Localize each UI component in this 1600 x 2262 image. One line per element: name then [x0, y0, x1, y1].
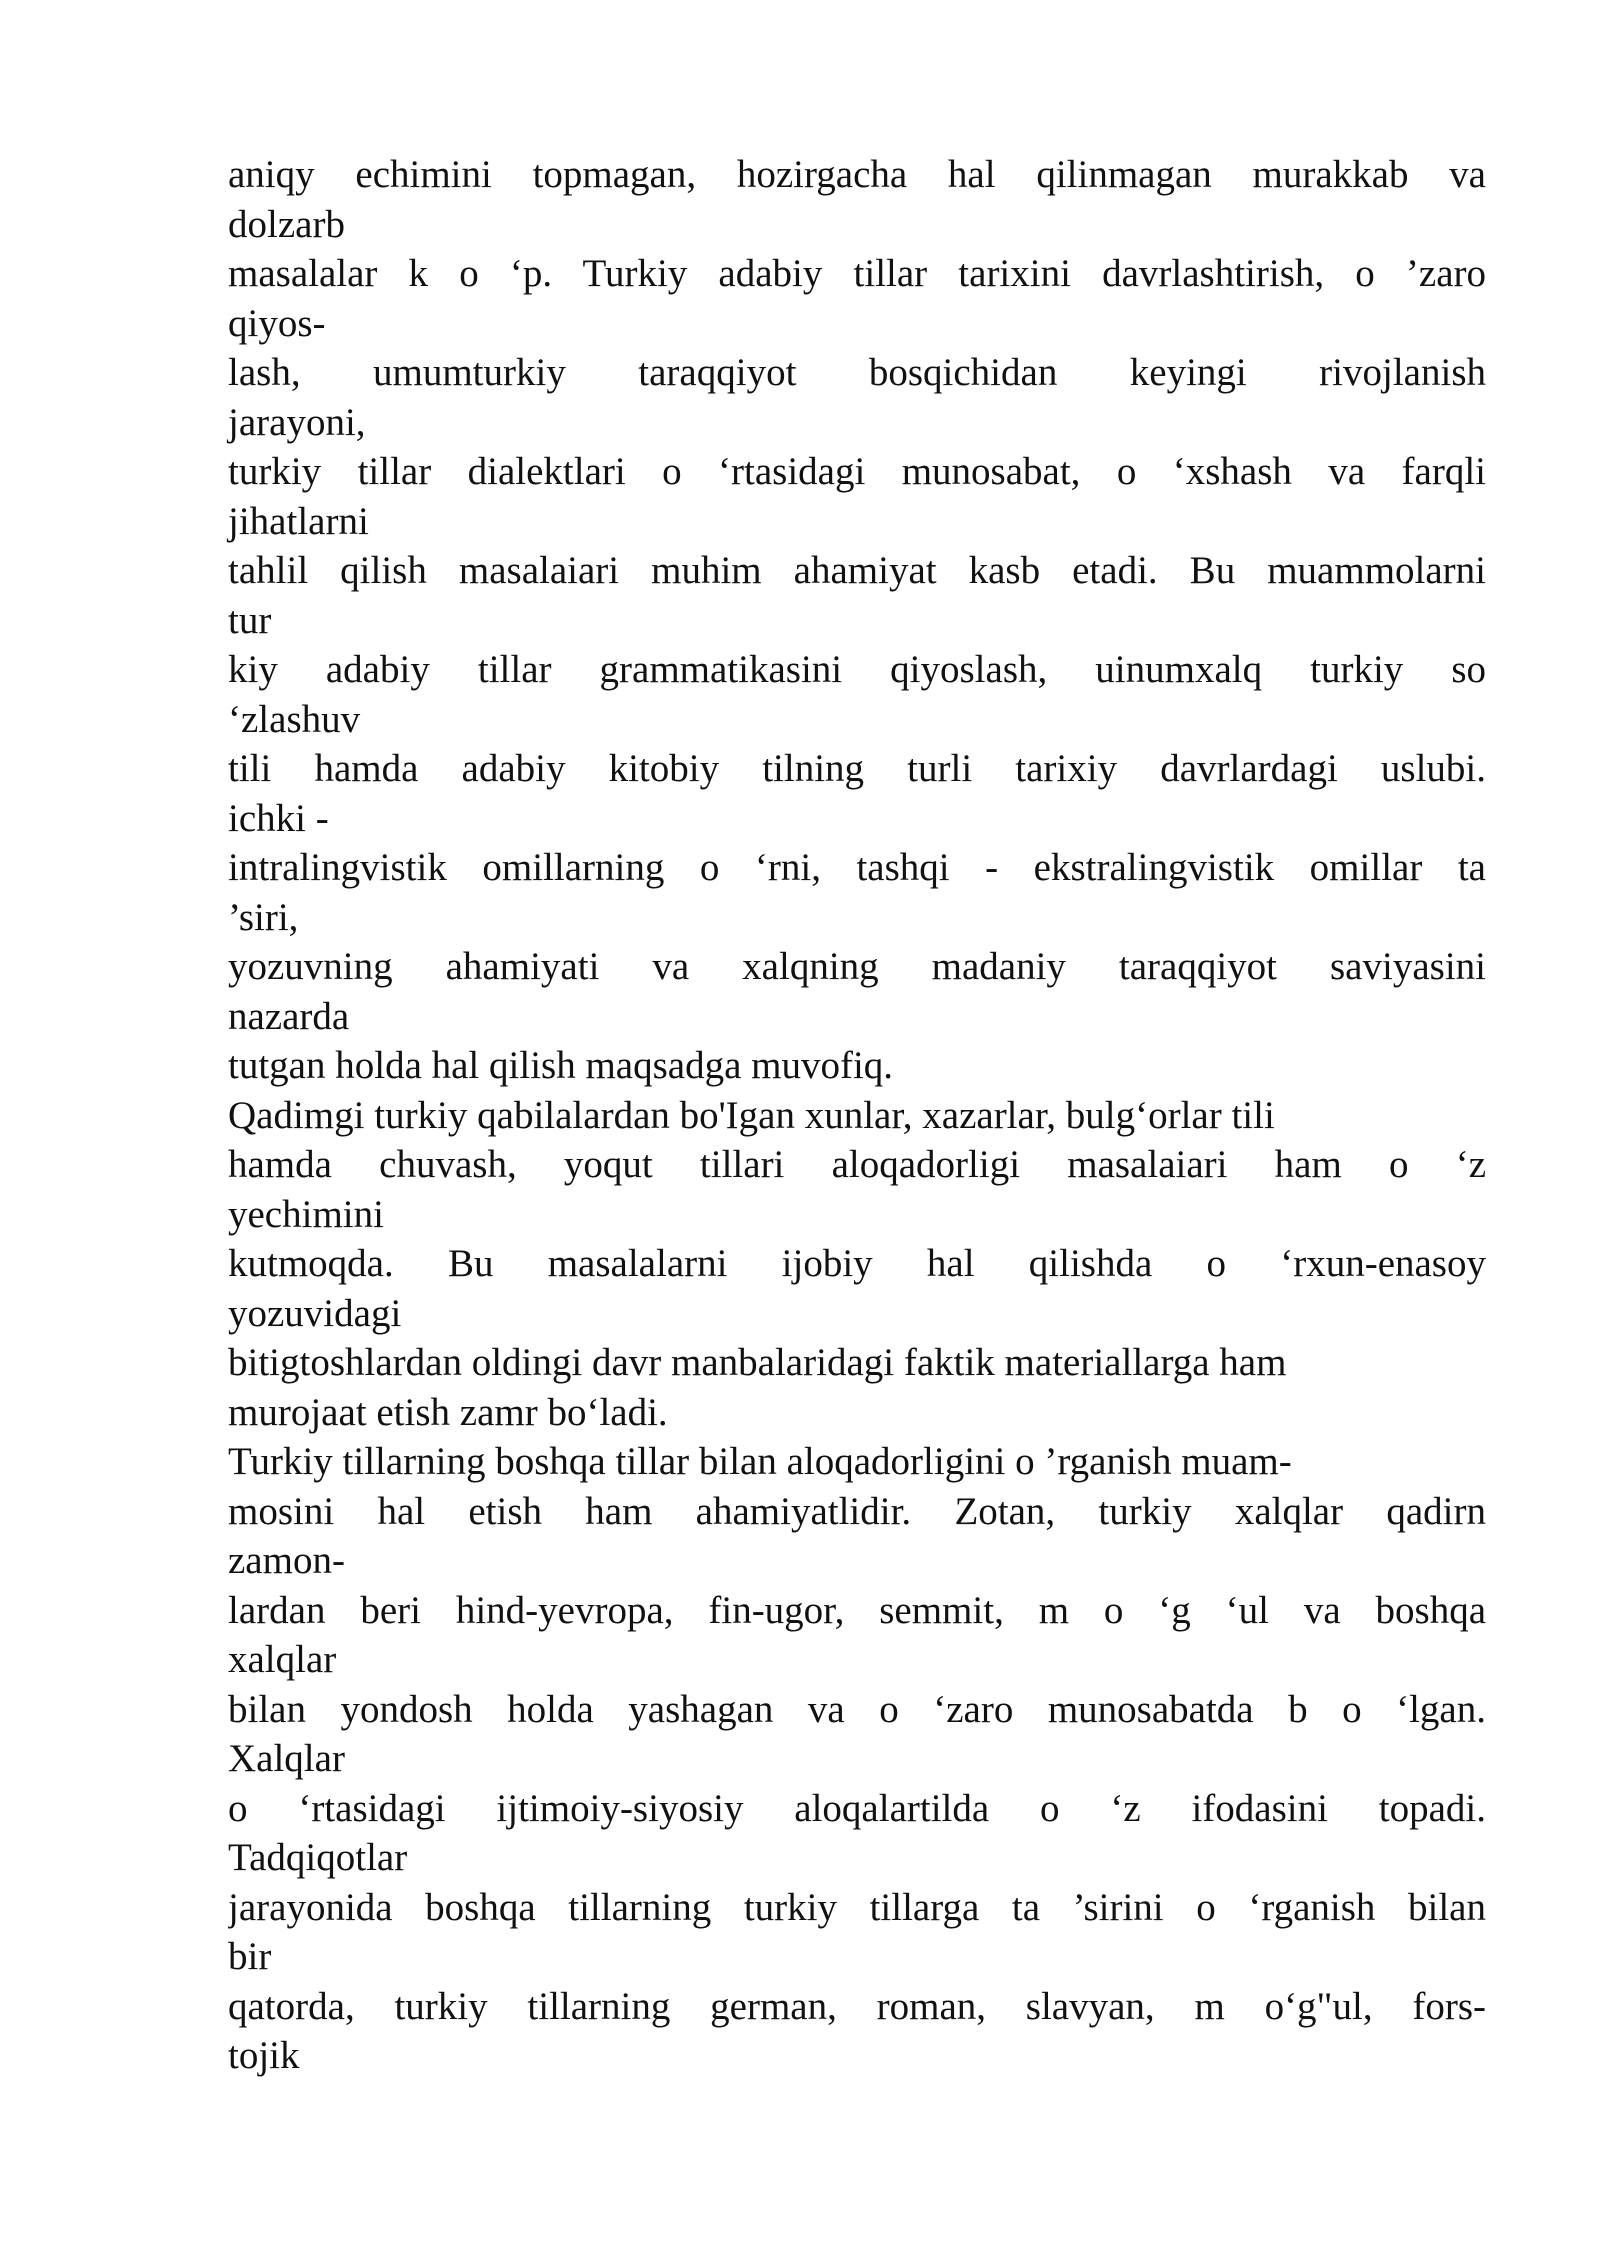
text-line: Qadimgi turkiy qabilalardan bo'Igan xunlar, xazarlar, bulg‘orlar tili: [228, 1093, 1275, 1137]
text-line: tojik: [228, 2034, 300, 2077]
text-line: lardan beri hind-yevropa, fin-ugor, semmit, m o ‘g ‘ul va boshqa: [228, 1588, 1486, 1632]
text-line: o ‘rtasidagi ijtimoiy-siyosiy aloqalartilda o ‘z ifodasini topadi.: [228, 1786, 1486, 1830]
text-line: Turkiy tillarning boshqa tillar bilan aloqadorligini o ’rganish muam-: [228, 1440, 1292, 1483]
text-line: aniqy echimini topmagan, hozirgacha hal qilinmagan murakkab va: [228, 153, 1486, 196]
text-line: nazarda: [228, 994, 350, 1038]
text-line: jarayonida boshqa tillarning turkiy tillarga ta ’sirini o ‘rganish bilan: [228, 1885, 1486, 1929]
text-line: dolzarb: [228, 202, 345, 246]
text-line: zamon-: [228, 1539, 345, 1582]
body-text: [228, 150, 1486, 2081]
text-line: ’siri,: [228, 895, 299, 939]
text-line: lash, umumturkiy taraqqiyot bosqichidan keyingi rivojlanish: [228, 351, 1486, 394]
text-line: ichki -: [228, 796, 329, 840]
text-line: kutmoqda. Bu masalalarni ijobiy hal qilishda o ‘rxun-enasoy: [228, 1242, 1486, 1285]
text-line: jihatlarni: [228, 499, 369, 543]
text-line: bitigtoshlardan oldingi davr manbalaridagi faktik materiallarga ham: [228, 1341, 1287, 1384]
text-line: tahlil qilish masalaiari muhim ahamiyat kasb etadi. Bu muammolarni: [228, 549, 1486, 592]
text-line: intralingvistik omillarning o ‘rni, tashqi - ekstralingvistik omillar ta: [228, 846, 1486, 889]
text-line: yozuvidagi: [228, 1291, 402, 1335]
text-line: masalalar k o ‘p. Turkiy adabiy tillar tarixini davrlashtirish, o ’zaro: [228, 252, 1486, 295]
text-line: turkiy tillar dialektlari o ‘rtasidagi munosabat, o ‘xshash va farqli: [228, 450, 1486, 493]
text-line: bir: [228, 1935, 272, 1978]
text-line: jarayoni,: [228, 400, 366, 444]
text-line: Tadqiqotlar: [228, 1836, 408, 1879]
text-line: hamda chuvash, yoqut tillari aloqadorligi masalaiari ham o ‘z: [228, 1143, 1486, 1186]
text-line: tili hamda adabiy kitobiy tilning turli tarixiy davrlardagi uslubi.: [228, 747, 1486, 790]
text-line: yozuvning ahamiyati va xalqning madaniy taraqqiyot saviyasini: [228, 945, 1486, 988]
document-page: [228, 150, 1486, 2081]
text-line: Xalqlar: [228, 1737, 345, 1780]
text-line: tutgan holda hal qilish maqsadga muvofiq.: [228, 1044, 894, 1087]
text-line: murojaat etish zamr bo‘ladi.: [228, 1390, 668, 1434]
text-line: kiy adabiy tillar grammatikasini qiyoslash, uinumxalq turkiy so: [228, 648, 1486, 691]
text-line: qatorda, turkiy tillarning german, roman, slavyan, m o‘g"ul, fors-: [228, 1984, 1486, 2028]
text-line: xalqlar: [228, 1638, 337, 1681]
text-line: ‘zlashuv: [228, 697, 361, 741]
text-line: mosini hal etish ham ahamiyatlidir. Zotan, turkiy xalqlar qadirn: [228, 1489, 1486, 1533]
text-line: tur: [228, 598, 272, 642]
text-line: qiyos-: [228, 301, 326, 345]
text-line: bilan yondosh holda yashagan va o ‘zaro munosabatda b o ‘lgan.: [228, 1687, 1486, 1731]
text-line: yechimini: [228, 1192, 384, 1236]
